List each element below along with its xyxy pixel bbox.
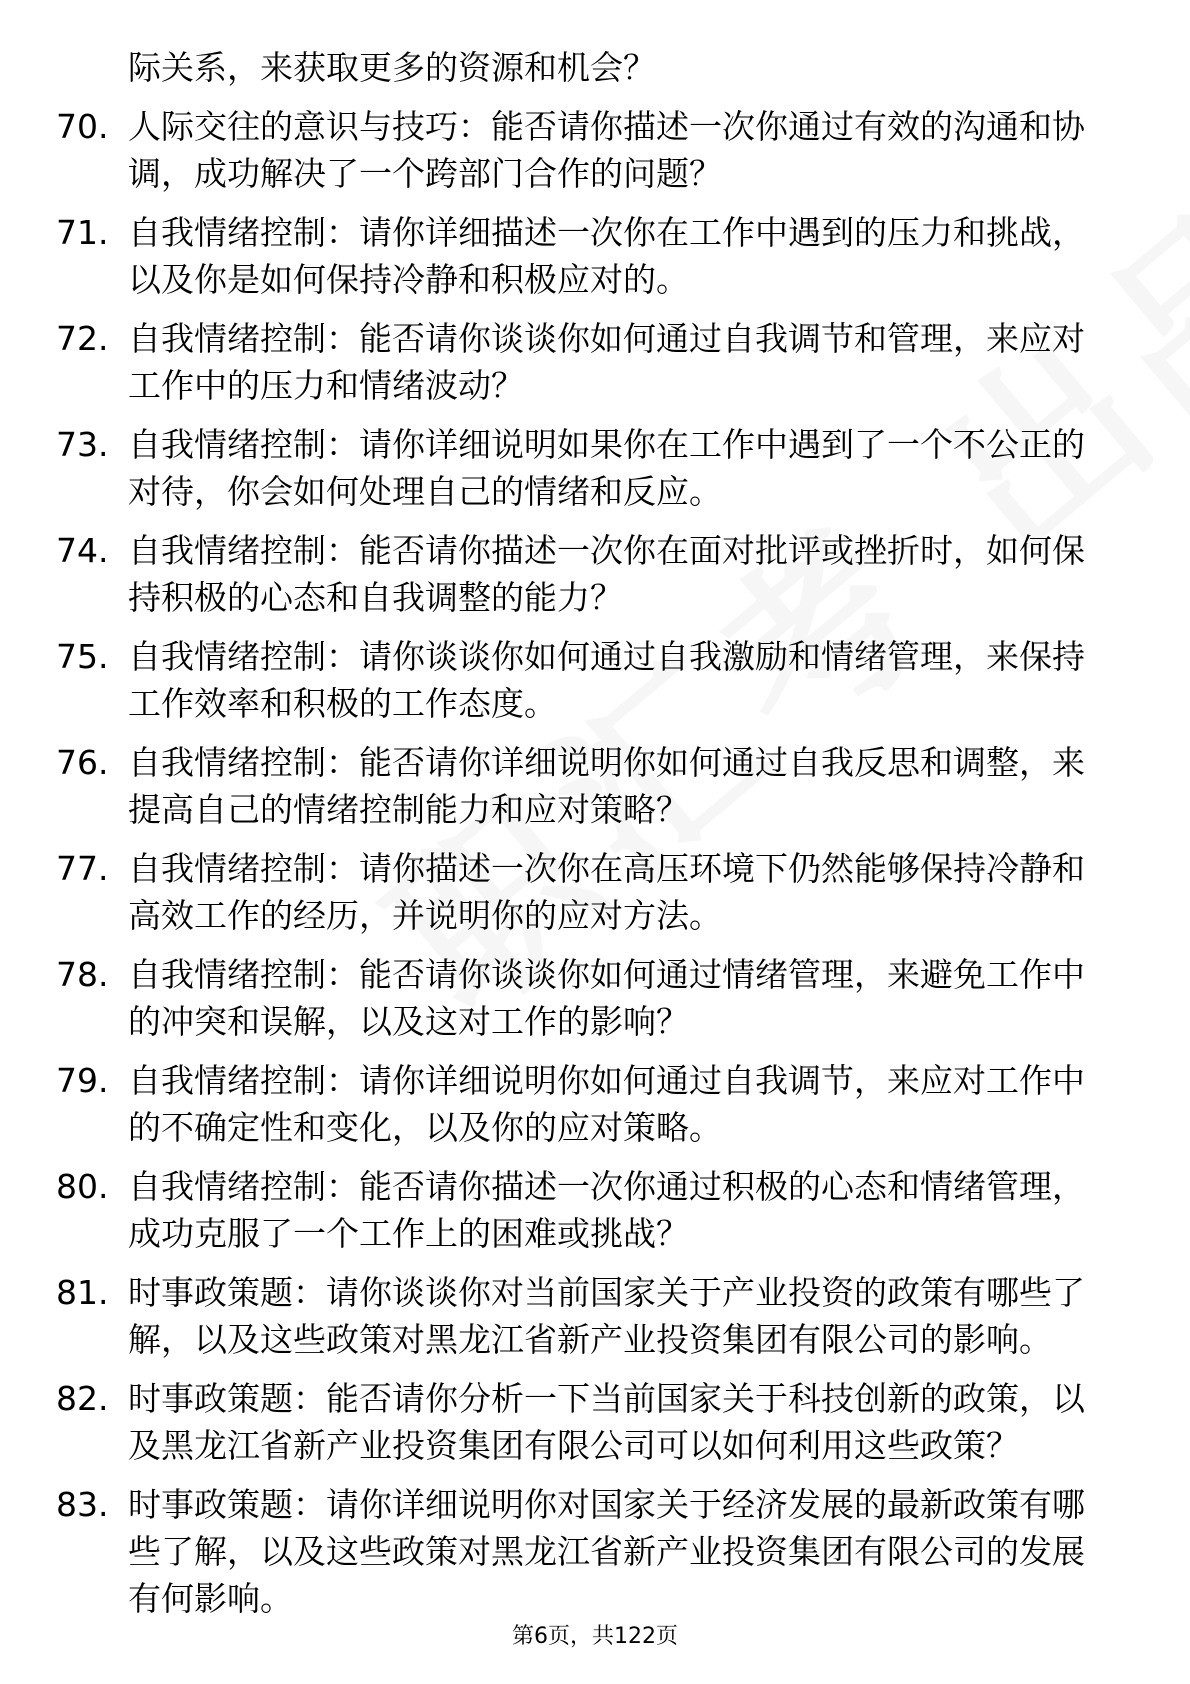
list-item (0, 1481, 1190, 1622)
page-footer: 第6页，共122页 (512, 1624, 678, 1649)
question-number: 82. (56, 1379, 109, 1418)
question-number: 72. (56, 319, 109, 358)
question-text: 时事政策题：请你详细说明你对国家关于经济发展的最新政策有哪些了解，以及这些政策对黑龙江省新产业投资集团有限公司的发展有何影响。 (128, 1485, 1085, 1618)
list-item (0, 951, 1190, 1045)
list-item (0, 103, 1190, 197)
list-item (0, 633, 1190, 727)
question-number: 77. (56, 849, 109, 888)
question-number: 74. (56, 531, 109, 570)
list-item (0, 527, 1190, 621)
question-number: 80. (56, 1167, 109, 1206)
question-text: 自我情绪控制：请你详细说明你如何通过自我调节，来应对工作中的不确定性和变化，以及你的应对策略。 (128, 1061, 1085, 1147)
question-number: 71. (56, 213, 109, 252)
question-text: 自我情绪控制：能否请你描述一次你通过积极的心态和情绪管理，成功克服了一个工作上的困难或挑战？ (128, 1167, 1085, 1253)
question-number: 73. (56, 425, 109, 464)
question-text: 自我情绪控制：请你详细说明如果你在工作中遇到了一个不公正的对待，你会如何处理自己的情绪和反应。 (128, 425, 1085, 511)
list-item (0, 739, 1190, 833)
list-item (0, 1375, 1190, 1469)
question-number: 70. (56, 107, 109, 146)
list-item (0, 421, 1190, 515)
question-text: 自我情绪控制：能否请你描述一次你在面对批评或挫折时，如何保持积极的心态和自我调整的能力？ (128, 531, 1085, 617)
question-number: 76. (56, 743, 109, 782)
question-text: 自我情绪控制：请你描述一次你在高压环境下仍然能够保持冷静和高效工作的经历，并说明你的应对方法。 (128, 849, 1085, 935)
question-text: 自我情绪控制：能否请你详细说明你如何通过自我反思和调整，来提高自己的情绪控制能力和应对策略？ (128, 743, 1085, 829)
question-list (0, 44, 1190, 1634)
question-text: 时事政策题：能否请你分析一下当前国家关于科技创新的政策，以及黑龙江省新产业投资集团有限公司可以如何利用这些政策？ (128, 1379, 1085, 1465)
question-number: 79. (56, 1061, 109, 1100)
list-item (0, 209, 1190, 303)
list-item (0, 1269, 1190, 1363)
list-item (0, 845, 1190, 939)
question-number: 78. (56, 955, 109, 994)
question-number: 81. (56, 1273, 109, 1312)
question-text: 时事政策题：请你谈谈你对当前国家关于产业投资的政策有哪些了解，以及这些政策对黑龙江省新产业投资集团有限公司的影响。 (128, 1273, 1085, 1359)
question-text: 自我情绪控制：能否请你谈谈你如何通过情绪管理，来避免工作中的冲突和误解，以及这对工作的影响？ (128, 955, 1085, 1041)
question-text: 自我情绪控制：请你详细描述一次你在工作中遇到的压力和挑战，以及你是如何保持冷静和积极应对的。 (128, 213, 1085, 299)
list-item (0, 1163, 1190, 1257)
question-text: 自我情绪控制：请你谈谈你如何通过自我激励和情绪管理，来保持工作效率和积极的工作态度。 (128, 637, 1085, 723)
list-item (0, 315, 1190, 409)
question-number: 75. (56, 637, 109, 676)
question-text: 自我情绪控制：能否请你谈谈你如何通过自我调节和管理，来应对工作中的压力和情绪波动？ (128, 319, 1085, 405)
list-item (0, 1057, 1190, 1151)
question-number: 83. (56, 1485, 109, 1524)
question-text: 人际交往的意识与技巧：能否请你描述一次你通过有效的沟通和协调，成功解决了一个跨部门合作的问题？ (128, 107, 1085, 193)
continuation-text: 际关系，来获取更多的资源和机会？ (128, 48, 656, 87)
